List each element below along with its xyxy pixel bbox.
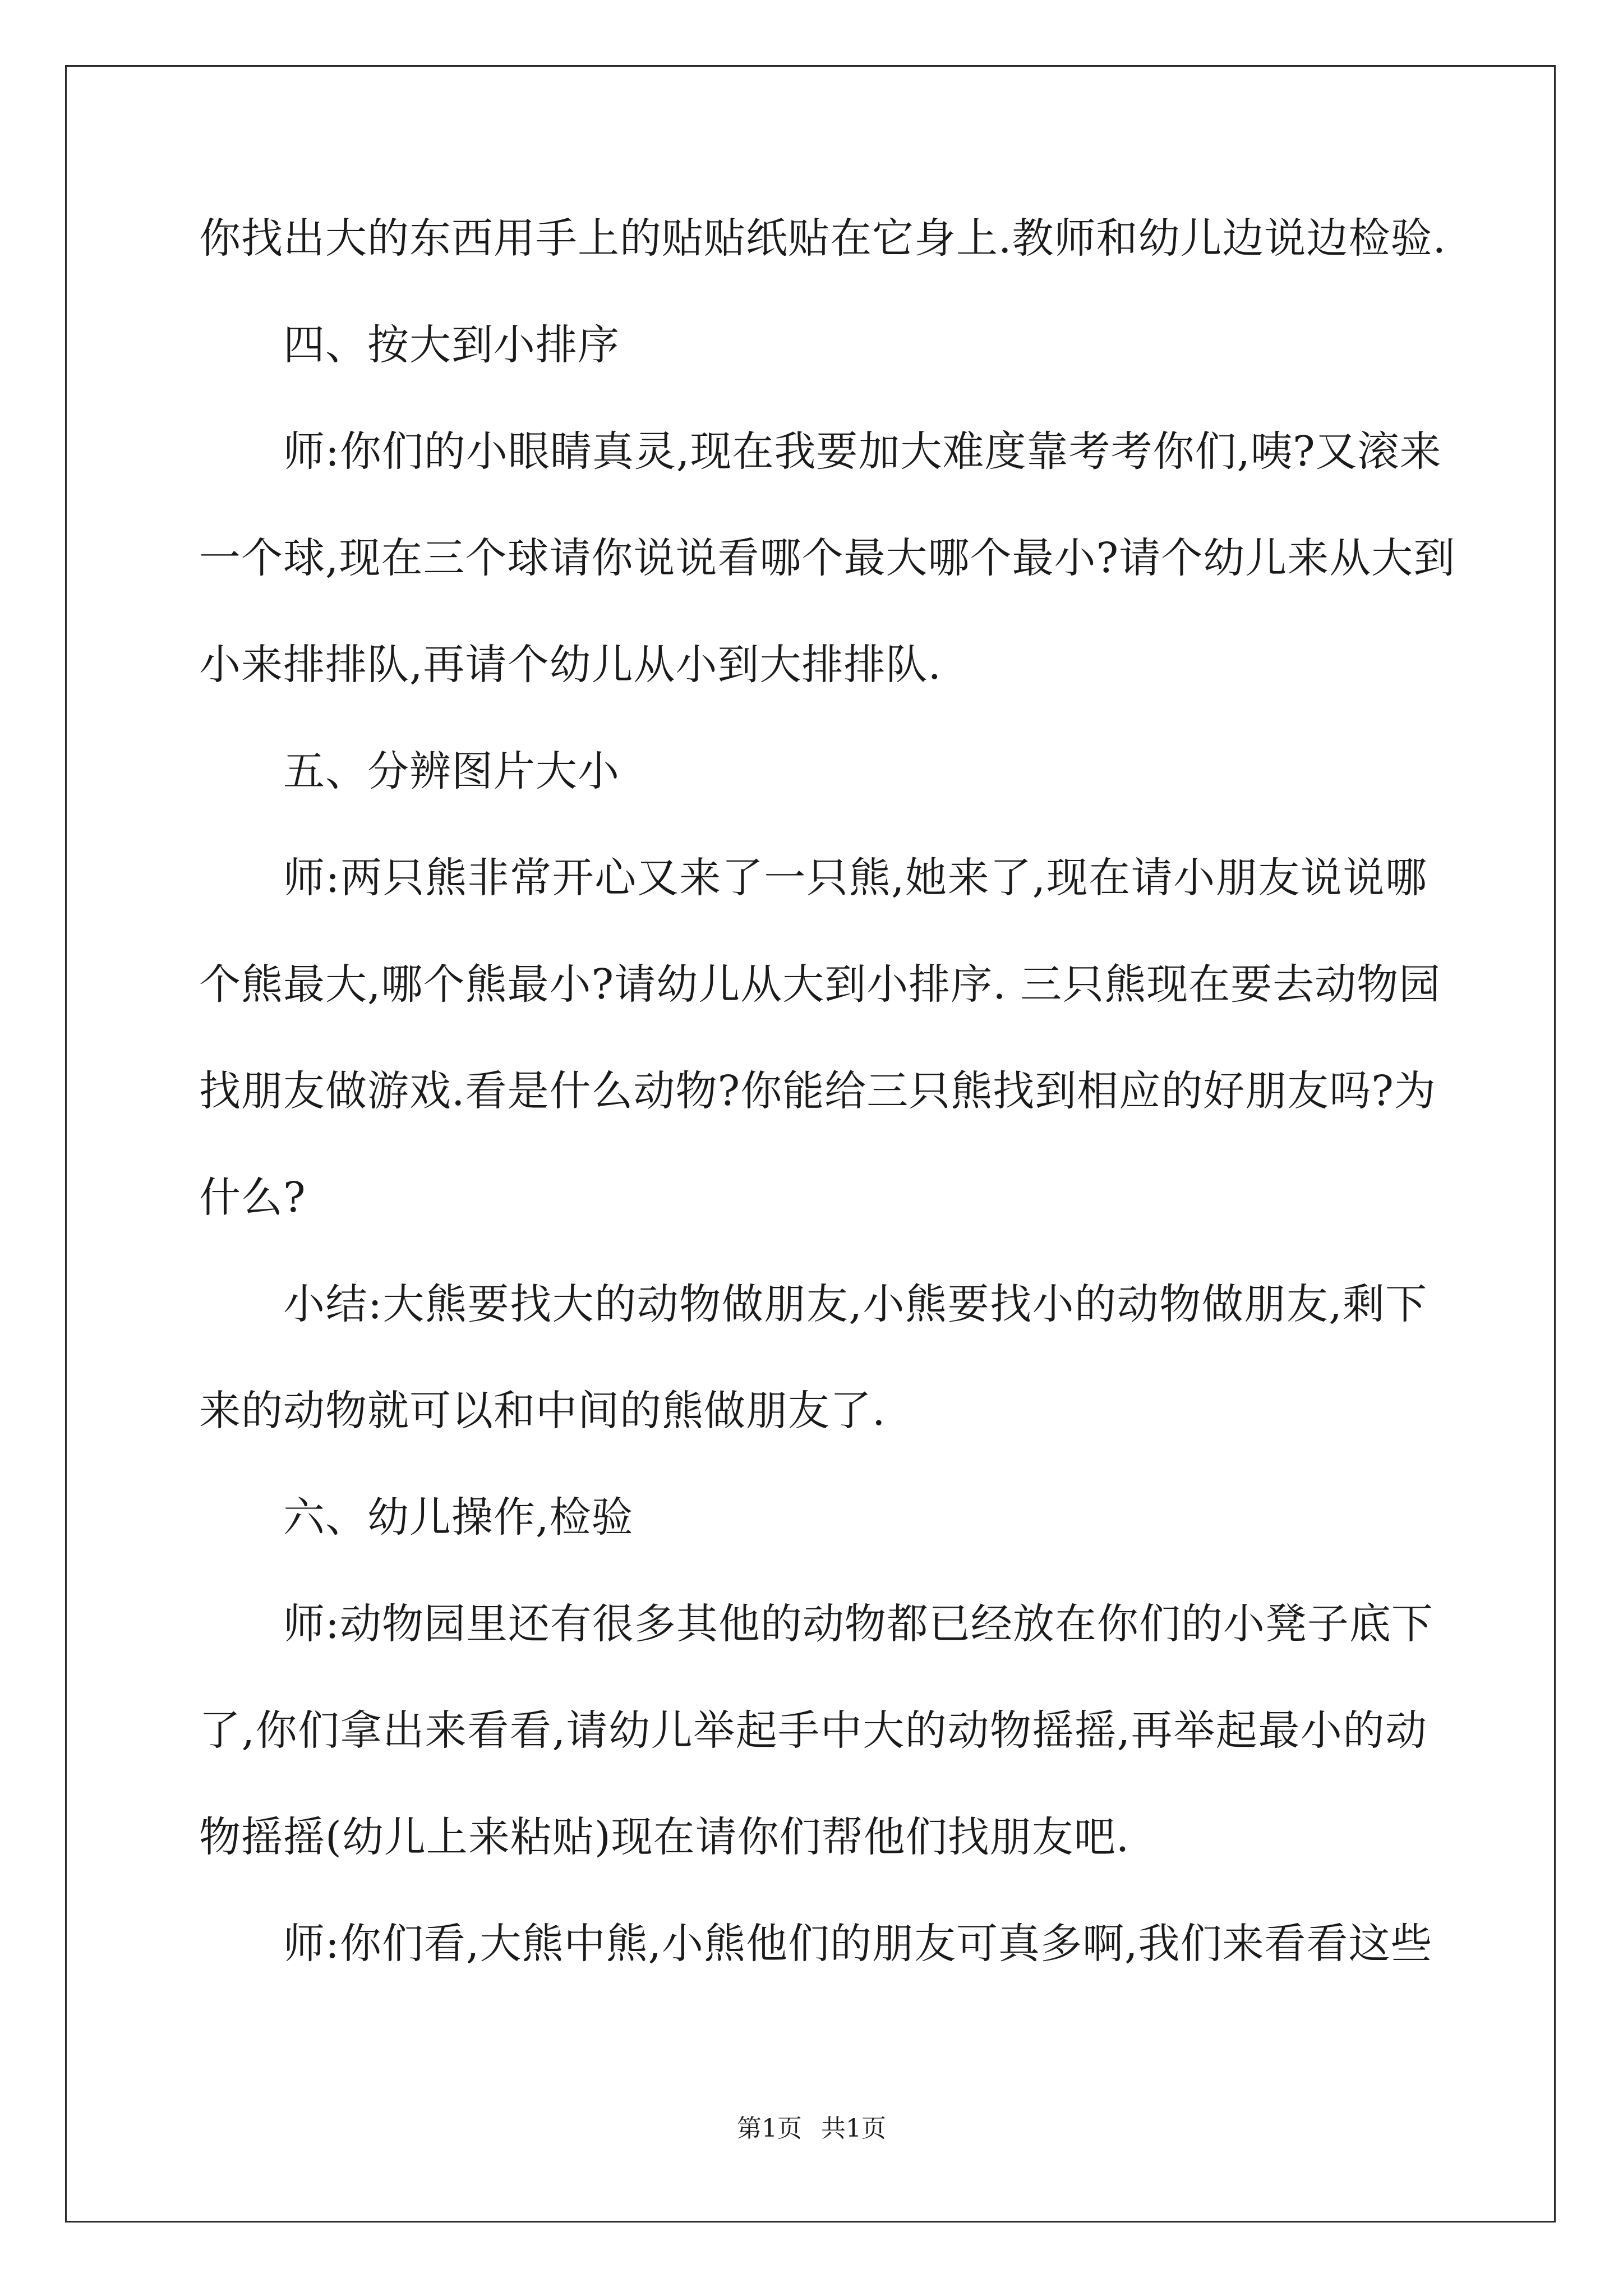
- page-number: 第1页: [737, 2114, 802, 2143]
- text-line: 师:你们看,大熊中熊,小熊他们的朋友可真多啊,我们来看看这些: [283, 1920, 1433, 1968]
- text-line: 一个球,现在三个球请你说说看哪个最大哪个最小?请个幼儿来从大到: [199, 534, 1456, 582]
- text-line: 你找出大的东西用手上的贴贴纸贴在它身上.教师和幼儿边说边检验.: [199, 214, 1447, 263]
- section-heading: 四、按大到小排序: [283, 321, 620, 369]
- page-total: 共1页: [821, 2114, 886, 2143]
- text-line: 师:两只熊非常开心又来了一只熊,她来了,现在请小朋友说说哪: [283, 854, 1427, 902]
- page-footer: [0, 2112, 1623, 2146]
- section-heading: 五、分辨图片大小: [283, 747, 620, 795]
- text-line: 小来排排队,再请个幼儿从小到大排排队.: [199, 641, 942, 689]
- text-line: 了,你们拿出来看看,请幼儿举起手中大的动物摇摇,再举起最小的动: [199, 1706, 1427, 1755]
- text-line: 什么?: [199, 1174, 306, 1222]
- text-line: 物摇摇(幼儿上来粘贴)现在请你们帮他们找朋友吧.: [199, 1813, 1130, 1861]
- section-heading: 六、幼儿操作,检验: [283, 1493, 634, 1542]
- text-line: 个熊最大,哪个熊最小?请幼儿从大到小排序. 三只熊现在要去动物园: [199, 960, 1441, 1009]
- text-line: 小结:大熊要找大的动物做朋友,小熊要找小的动物做朋友,剩下: [283, 1280, 1427, 1328]
- text-line: 找朋友做游戏.看是什么动物?你能给三只熊找到相应的好朋友吗?为: [199, 1067, 1436, 1115]
- page-border: [65, 65, 1556, 2223]
- text-line: 师:你们的小眼睛真灵,现在我要加大难度靠考考你们,咦?又滚来: [283, 427, 1442, 476]
- text-line: 师:动物园里还有很多其他的动物都已经放在你们的小凳子底下: [283, 1600, 1433, 1648]
- text-line: 来的动物就可以和中间的熊做朋友了.: [199, 1387, 886, 1435]
